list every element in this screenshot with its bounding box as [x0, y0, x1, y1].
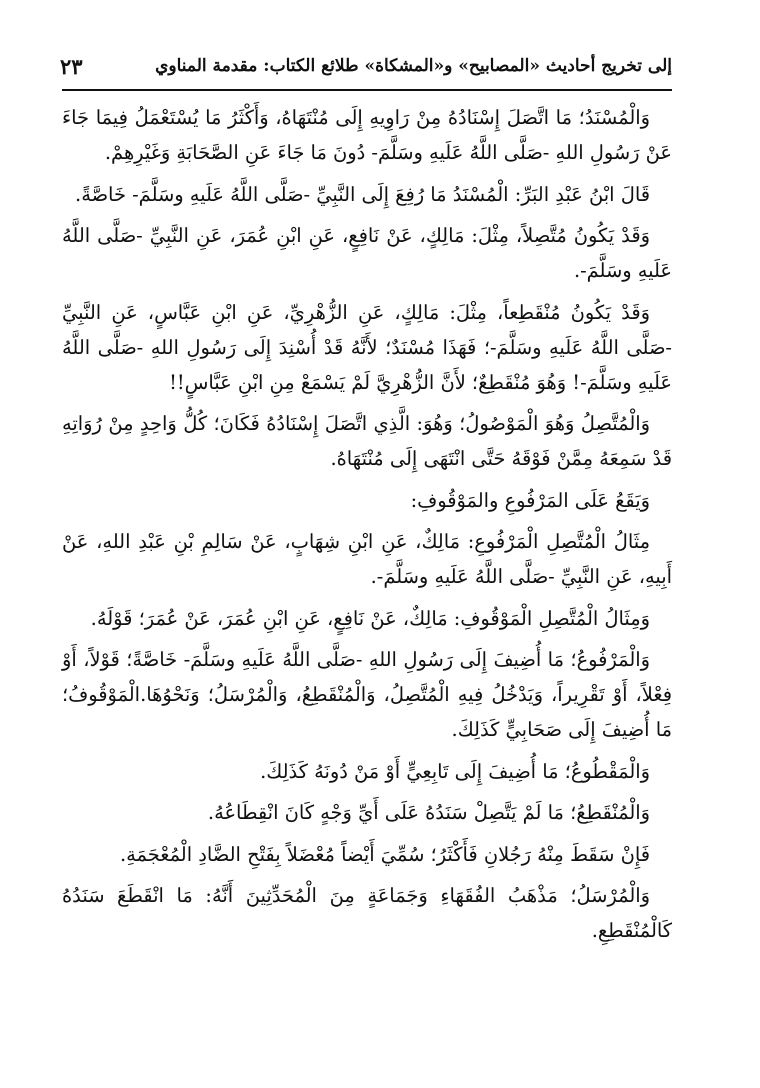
- running-header-title: إلى تخريج أحاديث «المصابيح» و«المشكاة» طلائع الكتاب: مقدمة المناوي: [155, 56, 672, 76]
- header-rule: [62, 89, 672, 91]
- paragraph-ibn-abd-al-barr: قَالَ ابْنُ عَبْدِ البَرِّ: الْمُسْنَدُ مَا رُفِعَ إِلَى النَّبِيِّ -صَلَّى اللَّهُ عَلَيهِ وسَلَّمَ- خَاصَّةً.: [75, 182, 650, 206]
- paragraph-marfu-definition: وَالْمَرْفُوعُ؛ مَا أُضِيفَ إِلَى رَسُولِ اللهِ -صَلَّى اللَّهُ عَلَيهِ وسَلَّمَ- خَاصَّةً؛ قَوْلاً، أَوْ فِعْلاً، أَوْ تَقْرِيراً، وَيَدْخُلُ فِيهِ الْمُتَّصِلُ، وَالْمُنْقَطِعُ، وَالْمُرْسَلُ؛ وَنَحْوُهَا.الْمَوْقُوفُ؛ مَا أُضِيفَ إِلَى صَحَابِيٍّ كَذَلِكَ.: [62, 648, 672, 741]
- paragraph-munqati-definition: وَالْمُنْقَطِعُ؛ مَا لَمْ يَتَّصِلْ سَنَدُهُ عَلَى أَيِّ وَجْهٍ كَانَ انْقِطَاعُهُ.: [207, 801, 650, 824]
- paragraph-muttasil-marfu-example: مِثَالُ الْمُتَّصِلِ الْمَرْفُوعِ: مَالِكٌ، عَنِ ابْنِ شِهَابٍ، عَنْ سَالِمِ بْنِ عَبْدِ اللهِ، عَنْ أَبِيهِ، عَنِ النَّبِيِّ -صَلَّى اللَّهُ عَلَيهِ وسَلَّمَ-.: [62, 530, 672, 588]
- paragraph-muttasil-example: وَقَدْ يَكُونُ مُتَّصِلاً، مِثْلَ: مَالِكٍ، عَنْ نَافِعٍ، عَنِ ابْنِ عُمَرَ، عَنِ النَّبِيِّ -صَلَّى اللَّهُ عَلَيهِ وسَلَّمَ-.: [62, 224, 672, 282]
- body-text: [62, 100, 672, 955]
- paragraph-maqtu-definition: وَالْمَقْطُوعُ؛ مَا أُضِيفَ إِلَى تَابِعِيٍّ أَوْ مَنْ دُونَهُ كَذَلِكَ.: [260, 759, 650, 783]
- running-header: [60, 50, 672, 90]
- paragraph-musnad-definition: وَالْمُسْنَدُ؛ مَا اتَّصَلَ إِسْنَادُهُ مِنْ رَاوِيهِ إِلَى مُنْتَهَاهُ، وَأَكْثَرُ مَا يُسْتَعْمَلُ فِيمَا جَاءَ عَنْ رَسُولِ اللهِ -صَلَّى اللَّهُ عَلَيهِ وسَلَّمَ- دُونَ مَا جَاءَ عَنِ الصَّحَابَةِ وَغَيْرِهِمْ.: [62, 106, 672, 164]
- paragraph-mursal-definition: وَالْمُرْسَلُ؛ مَذْهَبُ الفُقَهَاءِ وَجَمَاعَةٍ مِنَ الْمُحَدِّثِينَ أَنَّهُ: مَا انْقَطَعَ سَنَدُهُ كَالْمُنْقَطِعِ.: [62, 884, 672, 942]
- paragraph-munqati-example: وَقَدْ يَكُونُ مُنْقَطِعاً، مِثْلَ: مَالِكٍ، عَنِ الزُّهْرِيِّ، عَنِ ابْنِ عَبَّاسٍ، عَنِ النَّبِيِّ -صَلَّى اللَّهُ عَلَيهِ وسَلَّمَ-؛ فَهَذَا مُسْنَدٌ؛ لأَنَّهُ قَدْ أُسْنِدَ إِلَى رَسُولِ اللهِ -صَلَّى اللَّهُ عَلَيهِ وسَلَّمَ-! وَهُوَ مُنْقَطِعٌ؛ لأَنَّ الزُّهْرِيَّ لَمْ يَسْمَعْ مِنِ ابْنِ عَبَّاسٍ!!: [62, 300, 672, 394]
- paragraph-muttasil-definition: وَالْمُتَّصِلُ وَهُوَ الْمَوْصُولُ؛ وَهُوَ: الَّذِي اتَّصَلَ إِسْنَادُهُ فَكَانَ؛ كُلُّ وَاحِدٍ مِنْ رُوَاتِهِ قَدْ سَمِعَهُ مِمَّنْ فَوْقَهُ حَتَّى انْتَهَى إِلَى مُنْتَهَاهُ.: [62, 412, 672, 470]
- page-number: ٢٣: [60, 54, 83, 79]
- paragraph-marfu-mawquf: وَيَقَعُ عَلَى المَرْفُوعِ والمَوْقُوفِ:: [410, 488, 650, 512]
- paragraph-muttasil-mawquf-example: وَمِثَالُ الْمُتَّصِلِ الْمَوْقُوفِ: مَالِكٌ، عَنْ نَافِعٍ، عَنِ ابْنِ عُمَرَ، عَنْ عُمَرَ؛ قَوْلَهُ.: [90, 606, 650, 630]
- paragraph-mudal-definition: فَإِنْ سَقَطَ مِنْهُ رَجُلانِ فَأَكْثَرُ؛ سُمِّيَ أَيْضاً مُعْضَلاً بِفَتْحِ الضَّادِ الْمُعْجَمَةِ.: [119, 842, 650, 866]
